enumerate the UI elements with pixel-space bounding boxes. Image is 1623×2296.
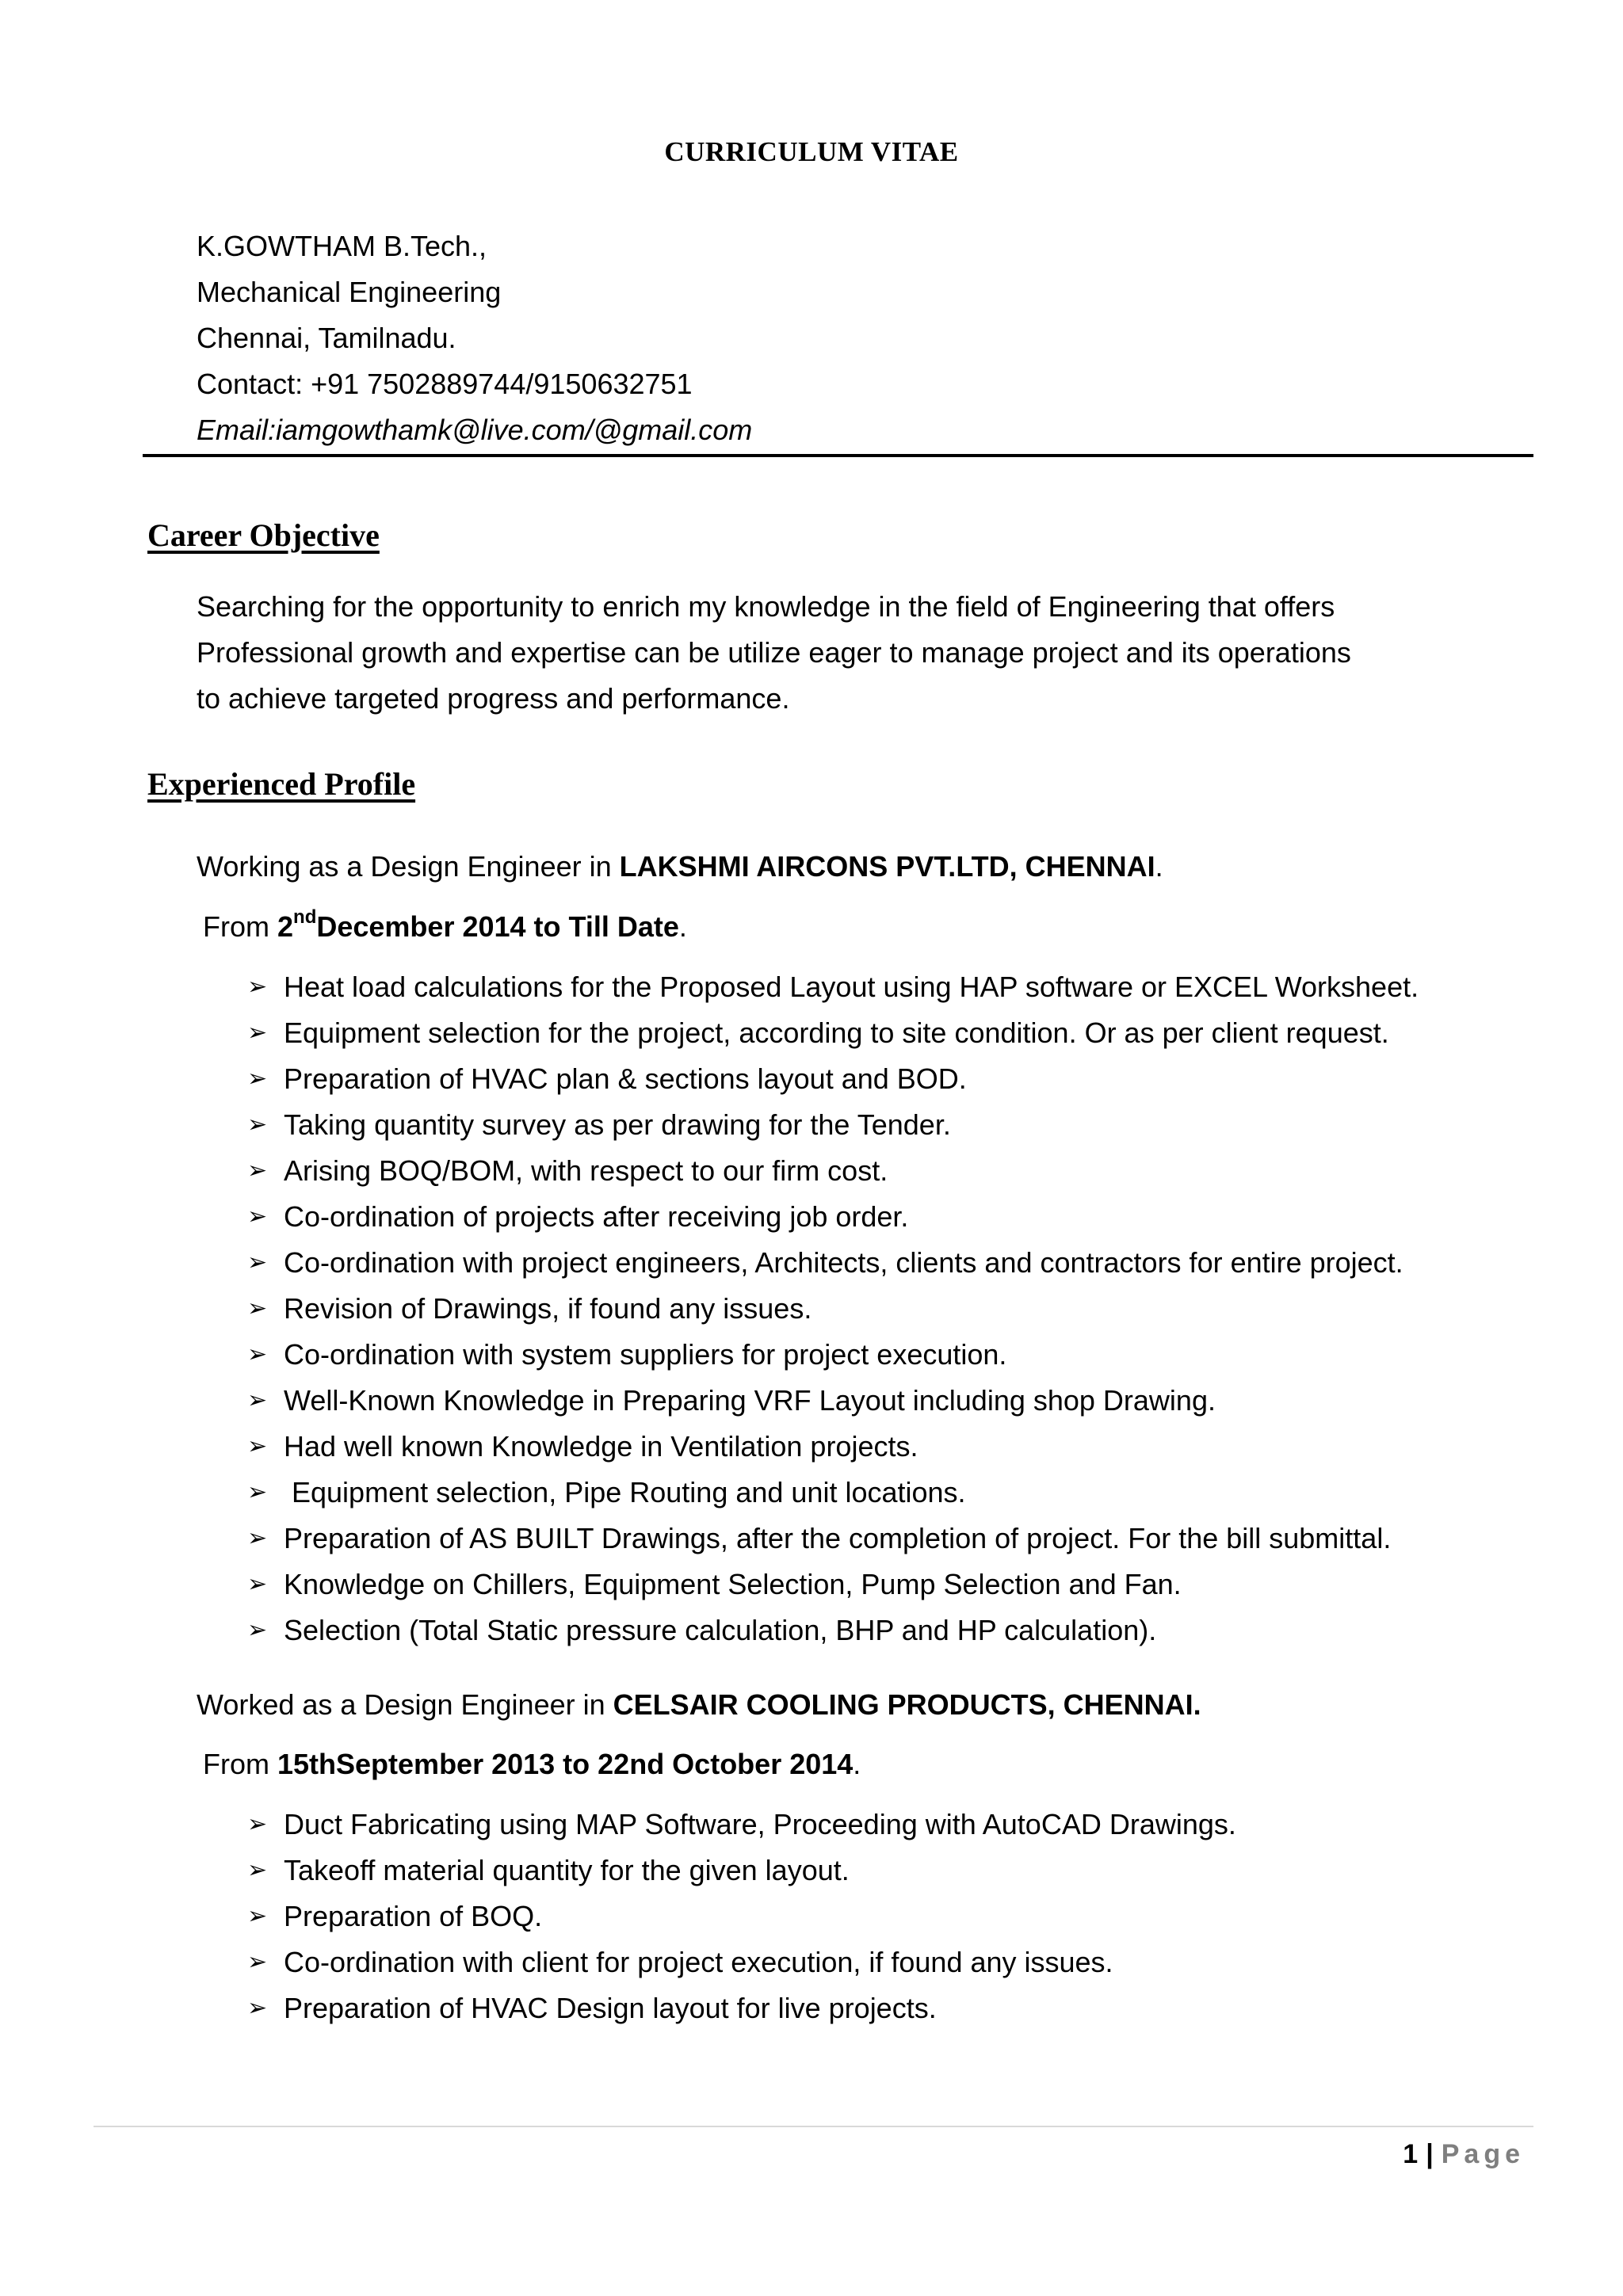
duty-text: Preparation of HVAC plan & sections layout and BOD. — [284, 1062, 967, 1095]
duty-text: Preparation of BOQ. — [284, 1900, 543, 1932]
job-2-period — [203, 1741, 861, 1787]
arrow-bullet-icon: ➢ — [247, 1570, 268, 1598]
duty-item — [247, 1102, 1419, 1148]
job-2-duties — [247, 1802, 1236, 2031]
page-label: Page — [1441, 2139, 1525, 2169]
duty-text: Selection (Total Static pressure calculation, BHP and HP calculation). — [284, 1614, 1157, 1646]
page-number: 1 — [1403, 2139, 1419, 2169]
duty-item — [247, 964, 1419, 1010]
candidate-name: K.GOWTHAM B.Tech., — [197, 230, 487, 262]
job-1-period — [203, 904, 687, 950]
duty-text: Heat load calculations for the Proposed Layout using HAP software or EXCEL Worksheet. — [284, 971, 1419, 1003]
arrow-bullet-icon: ➢ — [247, 1203, 268, 1230]
duty-item — [247, 1240, 1419, 1286]
duty-item — [247, 1939, 1236, 1985]
arrow-bullet-icon: ➢ — [247, 1478, 268, 1506]
job-1-date-range: December 2014 to Till Date — [316, 910, 679, 943]
duty-item — [247, 1985, 1236, 2031]
job-2-date-range: 15thSeptember 2013 to 22nd October 2014 — [277, 1748, 854, 1780]
arrow-bullet-icon: ➢ — [247, 1810, 268, 1838]
job-1-duties — [247, 964, 1419, 1653]
duty-item — [247, 1894, 1236, 1939]
arrow-bullet-icon: ➢ — [247, 1249, 268, 1276]
candidate-email: Email:iamgowthamk@live.com/@gmail.com — [197, 414, 753, 446]
duty-item — [247, 1010, 1419, 1056]
duty-text: Co-ordination with system suppliers for project execution. — [284, 1338, 1007, 1371]
arrow-bullet-icon: ➢ — [247, 973, 268, 1001]
arrow-bullet-icon: ➢ — [247, 1856, 268, 1884]
duty-item — [247, 1470, 1419, 1516]
arrow-bullet-icon: ➢ — [247, 1524, 268, 1552]
job-1-from-label: From — [203, 910, 277, 943]
footer-separator: | — [1426, 2139, 1434, 2169]
arrow-bullet-icon: ➢ — [247, 1341, 268, 1368]
arrow-bullet-icon: ➢ — [247, 1065, 268, 1093]
duty-item — [247, 1802, 1236, 1848]
candidate-location: Chennai, Tamilnadu. — [197, 322, 456, 354]
job-1-company-suffix: . — [1155, 850, 1163, 883]
duty-text: Preparation of AS BUILT Drawings, after the completion of project. For the bill submittal. — [284, 1522, 1392, 1554]
duty-text: Duct Fabricating using MAP Software, Proceeding with AutoCAD Drawings. — [284, 1808, 1236, 1840]
duty-text: Taking quantity survey as per drawing for the Tender. — [284, 1108, 951, 1141]
arrow-bullet-icon: ➢ — [247, 1386, 268, 1414]
arrow-bullet-icon: ➢ — [247, 1295, 268, 1322]
arrow-bullet-icon: ➢ — [247, 1157, 268, 1184]
duty-item — [247, 1516, 1419, 1562]
job-1-from-sup: nd — [293, 906, 317, 928]
objective-line: to achieve targeted progress and performance. — [197, 682, 790, 715]
contact-header — [197, 223, 752, 453]
objective-line: Searching for the opportunity to enrich my knowledge in the field of Engineering that offers — [197, 590, 1335, 623]
arrow-bullet-icon: ➢ — [247, 1019, 268, 1047]
footer-divider — [94, 2126, 1533, 2127]
job-2-title — [197, 1682, 1201, 1728]
duty-text: Equipment selection for the project, according to site condition. Or as per client request. — [284, 1016, 1389, 1049]
page-footer — [1403, 2131, 1525, 2177]
duty-text: Co-ordination of projects after receiving job order. — [284, 1200, 909, 1233]
job-2-company: CELSAIR COOLING PRODUCTS, CHENNAI. — [613, 1688, 1201, 1721]
duty-text: Co-ordination with project engineers, Architects, clients and contractors for entire project. — [284, 1246, 1403, 1279]
duty-item — [247, 1848, 1236, 1894]
header-divider — [143, 454, 1533, 457]
arrow-bullet-icon: ➢ — [247, 1994, 268, 2022]
duty-item — [247, 1332, 1419, 1378]
job-1-from-day: 2 — [277, 910, 294, 943]
arrow-bullet-icon: ➢ — [247, 1616, 268, 1644]
arrow-bullet-icon: ➢ — [247, 1432, 268, 1460]
duty-item — [247, 1194, 1419, 1240]
duty-item — [247, 1378, 1419, 1424]
duty-text: Co-ordination with client for project execution, if found any issues. — [284, 1946, 1113, 1978]
career-objective-heading: Career Objective — [147, 517, 380, 553]
duty-item — [247, 1608, 1419, 1653]
duty-text: Knowledge on Chillers, Equipment Selection, Pump Selection and Fan. — [284, 1568, 1182, 1600]
job-2-period-suffix: . — [853, 1748, 861, 1780]
duty-text: Revision of Drawings, if found any issues. — [284, 1292, 812, 1325]
job-1-title — [197, 844, 1163, 890]
duty-item — [247, 1562, 1419, 1608]
arrow-bullet-icon: ➢ — [247, 1948, 268, 1976]
duty-text: Well-Known Knowledge in Preparing VRF Layout including shop Drawing. — [284, 1384, 1216, 1417]
duty-text: Preparation of HVAC Design layout for live projects. — [284, 1992, 937, 2024]
job-2-from-label: From — [203, 1748, 277, 1780]
arrow-bullet-icon: ➢ — [247, 1111, 268, 1138]
arrow-bullet-icon: ➢ — [247, 1902, 268, 1930]
duty-text: Arising BOQ/BOM, with respect to our firm cost. — [284, 1154, 888, 1187]
duty-item — [247, 1286, 1419, 1332]
candidate-contact: Contact: +91 7502889744/9150632751 — [197, 368, 693, 400]
duty-text: Had well known Knowledge in Ventilation projects. — [284, 1430, 918, 1463]
objective-line: Professional growth and expertise can be utilize eager to manage project and its operations — [197, 636, 1351, 669]
job-2-role: Worked as a Design Engineer in — [197, 1688, 613, 1721]
job-1-period-suffix: . — [678, 910, 687, 943]
duty-item — [247, 1424, 1419, 1470]
job-1-company: LAKSHMI AIRCONS PVT.LTD, CHENNAI — [619, 850, 1155, 883]
experience-heading: Experienced Profile — [147, 766, 416, 802]
career-objective-text — [197, 584, 1351, 722]
job-1-role: Working as a Design Engineer in — [197, 850, 620, 883]
duty-text: Equipment selection, Pipe Routing and unit locations. — [284, 1476, 966, 1508]
candidate-department: Mechanical Engineering — [197, 276, 502, 308]
document-title: CURRICULUM VITAE — [664, 136, 959, 167]
duty-text: Takeoff material quantity for the given layout. — [284, 1854, 850, 1886]
duty-item — [247, 1056, 1419, 1102]
duty-item — [247, 1148, 1419, 1194]
